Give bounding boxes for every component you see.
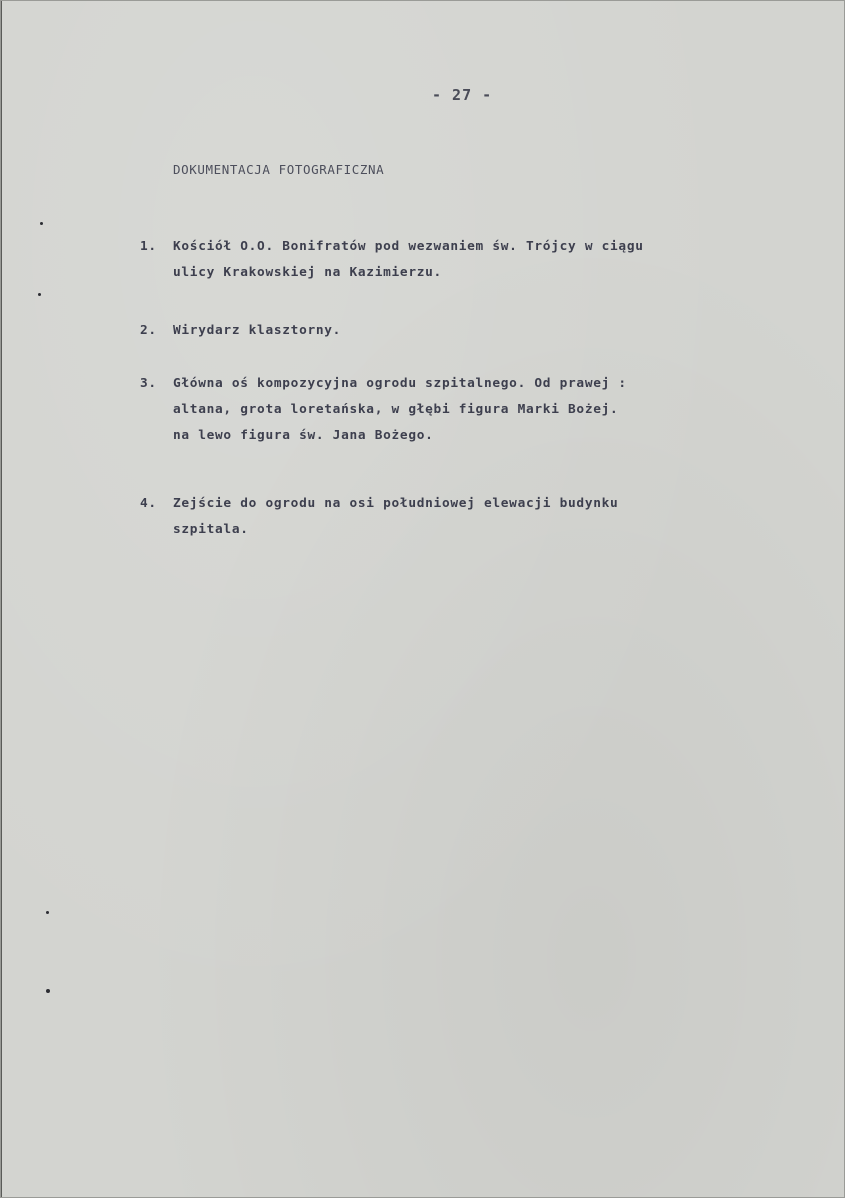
list-item-number: 1. [140, 239, 157, 254]
list-item-text: Zejście do ogrodu na osi południowej elewacji budynku szpitala. [173, 496, 619, 537]
list-item-number: 3. [140, 376, 157, 391]
punch-hole-mark [46, 911, 49, 914]
list-item-text: Kościół O.O. Bonifratów pod wezwaniem św. Trójcy w ciągu ulicy Krakowskiej na Kazimierzu. [173, 239, 644, 280]
page-number: - 27 - [432, 86, 493, 104]
list-item-number: 2. [140, 323, 157, 338]
list-item-number: 4. [140, 496, 157, 511]
punch-hole-mark [46, 989, 50, 993]
punch-hole-mark [40, 222, 43, 225]
document-heading: DOKUMENTACJA FOTOGRAFICZNA [173, 162, 385, 177]
list-item-text: Główna oś kompozycyjna ogrodu szpitalnego. Od prawej : altana, grota loretańska, w głębi figura Marki Bożej. na lewo figura św. Jana Bożego. [173, 376, 627, 443]
punch-hole-mark [38, 293, 41, 296]
list-item-text: Wirydarz klasztorny. [173, 323, 342, 338]
